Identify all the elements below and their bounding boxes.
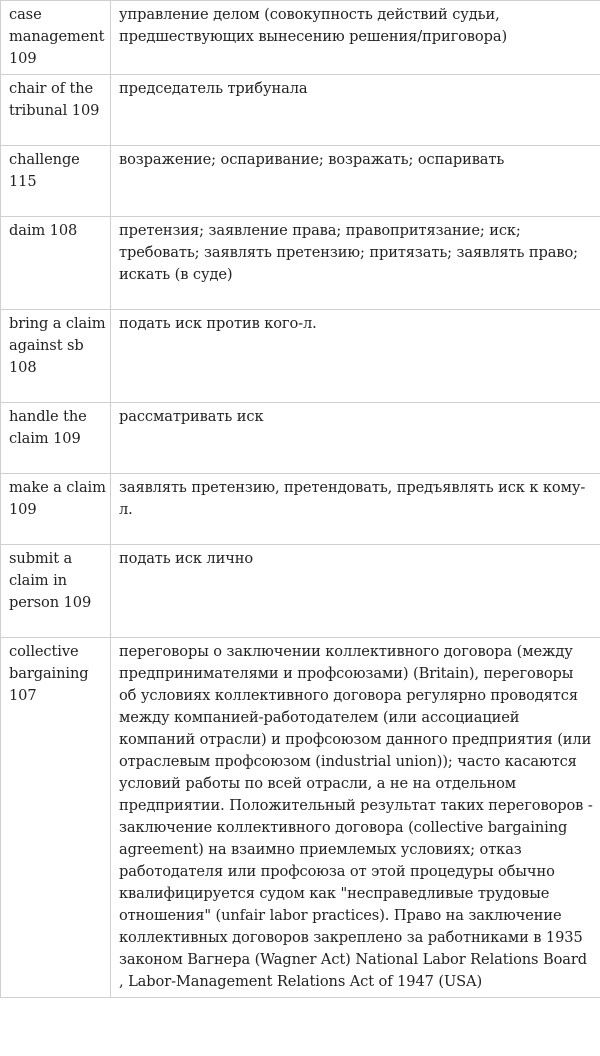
term-cell: chair of the tribunal 109	[1, 75, 111, 146]
term-cell: case management 109	[1, 1, 111, 75]
term-cell: make a claim 109	[1, 474, 111, 545]
glossary-row	[1, 638, 600, 998]
term-cell: handle the claim 109	[1, 403, 111, 474]
glossary-row	[1, 545, 600, 638]
definition-cell: возражение; оспаривание; возражать; оспаривать	[111, 146, 600, 217]
definition-cell: заявлять претензию, претендовать, предъявлять иск к кому-л.	[111, 474, 600, 545]
glossary-row	[1, 474, 600, 545]
glossary-row	[1, 403, 600, 474]
glossary-row	[1, 146, 600, 217]
term-cell: daim 108	[1, 217, 111, 310]
definition-cell: подать иск лично	[111, 545, 600, 638]
glossary-row	[1, 75, 600, 146]
glossary-row	[1, 1, 600, 75]
definition-cell: переговоры о заключении коллективного договора (между предпринимателями и профсоюзами) (Britain), переговоры об условиях коллективного договора регулярно проводятся между компанией-работодателем (или ассоциацией компаний отрасли) и профсоюзом данного предприятия (или отраслевым профсоюзом (industrial union)); часто касаются условий работы по всей отрасли, а не на отдельном предприятии. Положительный результат таких переговоров - заключение коллективного договора (collective bargaining agreement) на взаимно приемлемых условиях; отказ работодателя или профсоюза от этой процедуры обычно квалифицируется судом как "несправедливые трудовые отношения" (unfair labor practices). Право на заключение коллективных договоров закреплено за работниками в 1935 законом Вагнера (Wagner Act) National Labor Relations Board , Labor-Management Relations Act of 1947 (USA)	[111, 638, 600, 998]
definition-cell: рассматривать иск	[111, 403, 600, 474]
term-cell: challenge 115	[1, 146, 111, 217]
term-cell: collective bargaining 107	[1, 638, 111, 998]
glossary-row	[1, 217, 600, 310]
definition-cell: управление делом (совокупность действий судьи, предшествующих вынесению решения/приговора)	[111, 1, 600, 75]
term-cell: submit a claim in person 109	[1, 545, 111, 638]
term-cell: bring a claim against sb 108	[1, 310, 111, 403]
definition-cell: подать иск против кого-л.	[111, 310, 600, 403]
definition-cell: председатель трибунала	[111, 75, 600, 146]
definition-cell: претензия; заявление права; правопритязание; иск; требовать; заявлять претензию; притязать; заявлять право; искать (в суде)	[111, 217, 600, 310]
glossary-row	[1, 310, 600, 403]
